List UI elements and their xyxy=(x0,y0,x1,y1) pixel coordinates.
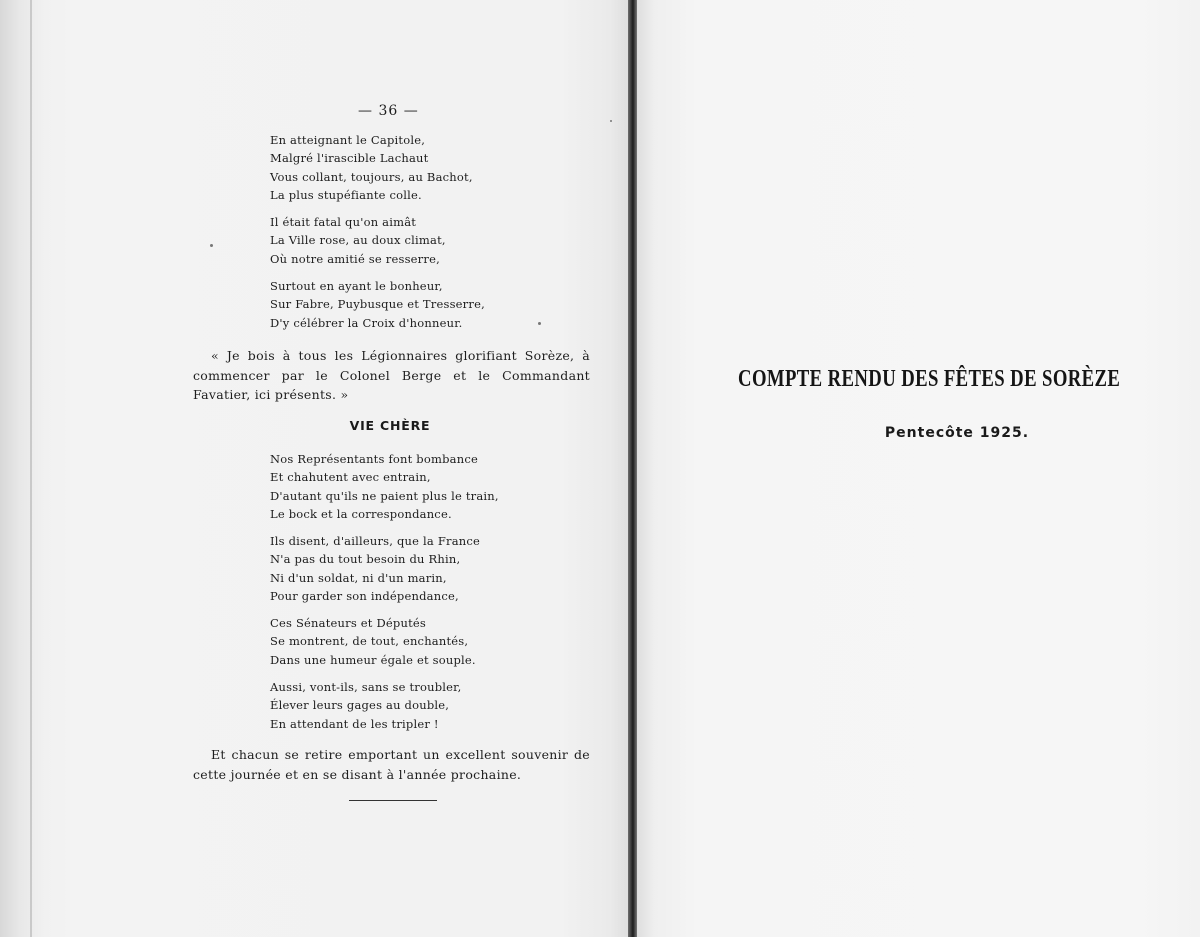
verse-line: Élever leurs gages au double, xyxy=(270,698,450,713)
toast-paragraph xyxy=(193,346,590,405)
verse-line: Se montrent, de tout, enchantés, xyxy=(270,634,469,649)
paper-speck xyxy=(210,244,213,247)
toast-text: « Je bois à tous les Légionnaires glorifiant Sorèze, à commencer par le Colonel Berge et le Commandant Favatier, ici présents. » xyxy=(193,348,590,402)
paper-speck xyxy=(538,322,541,325)
verse-line: Il était fatal qu'on aimât xyxy=(270,215,417,229)
stanza xyxy=(270,213,446,268)
paper-speck xyxy=(610,120,612,122)
report-subtitle: Pentecôte 1925. xyxy=(884,425,1030,441)
poem-title: VIE CHÈRE xyxy=(349,418,431,433)
verse-line: D'autant qu'ils ne paient plus le train, xyxy=(270,488,499,503)
verse-line: Aussi, vont-ils, sans se troubler, xyxy=(270,680,462,694)
right-page xyxy=(637,0,1200,937)
verse-line: Malgré l'irascible Lachaut xyxy=(270,151,429,166)
verse-line: Ni d'un soldat, ni d'un marin, xyxy=(270,570,447,585)
verse-line: La Ville rose, au doux climat, xyxy=(270,233,446,248)
end-rule xyxy=(349,800,437,801)
stanza xyxy=(270,532,480,605)
closing-paragraph xyxy=(193,745,590,784)
verse-line: En attendant de les tripler ! xyxy=(270,716,439,731)
verse-line: Le bock et la correspondance. xyxy=(270,506,452,521)
verse-line: Et chahutent avec entrain, xyxy=(270,470,431,485)
book-gutter xyxy=(628,0,637,937)
report-title: COMPTE RENDU DES FÊTES DE SORÈZE xyxy=(738,366,1121,392)
verse-line: N'a pas du tout besoin du Rhin, xyxy=(270,552,461,567)
verse-line: Ces Sénateurs et Députés xyxy=(270,616,427,630)
stanza xyxy=(270,450,499,523)
verse-line: La plus stupéfiante colle. xyxy=(270,187,422,202)
stanza xyxy=(270,277,485,332)
verse-line: Où notre amitié se resserre, xyxy=(270,251,440,266)
verse-line: Vous collant, toujours, au Bachot, xyxy=(270,169,473,184)
verse-line: Dans une humeur égale et souple. xyxy=(270,652,476,667)
stanza xyxy=(270,614,476,669)
verse-line: Pour garder son indépendance, xyxy=(270,588,459,603)
verse-line: Nos Représentants font bombance xyxy=(270,452,478,466)
stanza xyxy=(270,131,473,204)
stanza xyxy=(270,678,461,733)
page-edge xyxy=(30,0,32,937)
verse-line: Sur Fabre, Puybusque et Tresserre, xyxy=(270,297,485,312)
page-number: — 36 — xyxy=(358,103,419,119)
verse-line: Surtout en ayant le bonheur, xyxy=(270,279,443,293)
closing-text: Et chacun se retire emportant un excellent souvenir de cette journée et en se disant à l'année prochaine. xyxy=(193,747,590,782)
verse-line: En atteignant le Capitole, xyxy=(270,133,426,147)
verse-line: Ils disent, d'ailleurs, que la France xyxy=(270,534,481,548)
verse-line: D'y célébrer la Croix d'honneur. xyxy=(270,315,463,330)
